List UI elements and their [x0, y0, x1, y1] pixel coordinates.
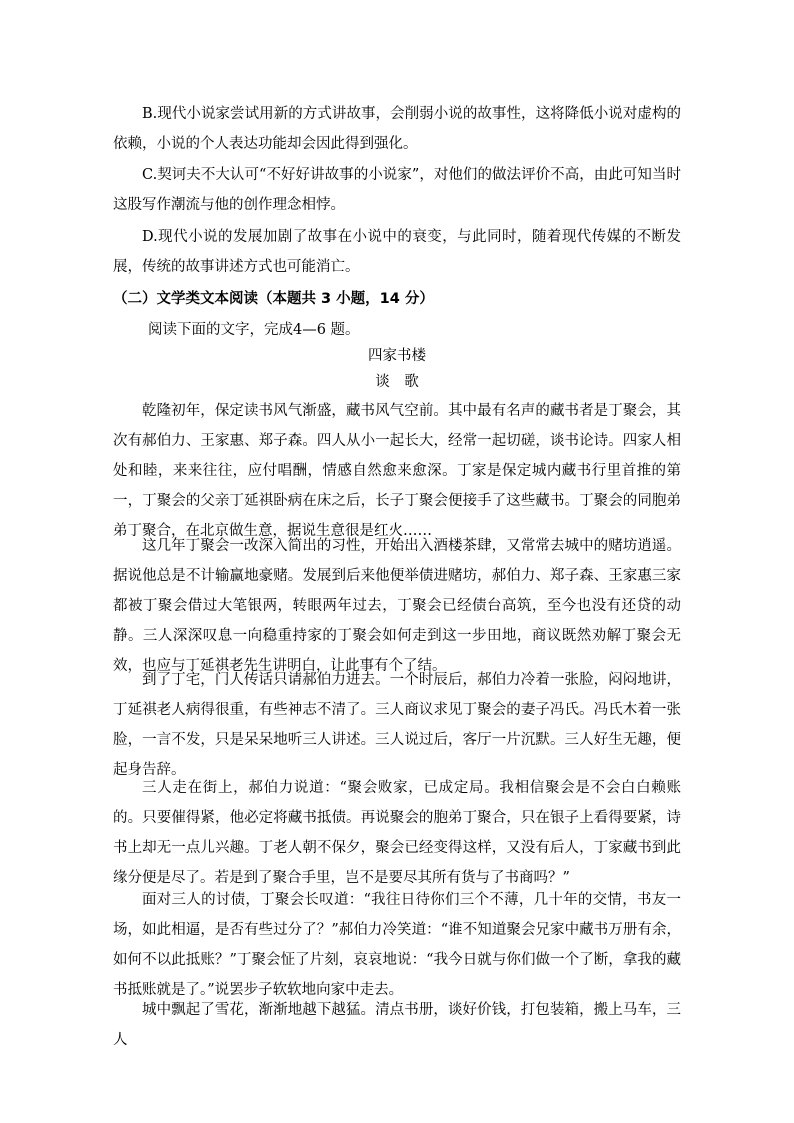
section-instruction: 阅读下面的文字，完成4—6 题。	[148, 322, 360, 338]
story-author: 谈 歌	[375, 374, 419, 390]
option-b: B.现代小说家尝试用新的方式讲故事，会削弱小说的故事性，这将降低小说对虚构的依赖，小说的个人表达功能却会因此得到强化。	[113, 106, 681, 152]
option-d: D.现代小说的发展加剧了故事在小说中的衰变，与此同时，随着现代传媒的不断发展，传统的故事讲述方式也可能消亡。	[113, 229, 681, 275]
story-paragraph: 面对三人的讨债，丁聚会长叹道：“我往日待你们三个不薄，几十年的交情，书友一场，如此相逼，是否有些过分了？”郝伯力冷笑道：“谁不知道聚会兄家中藏书万册有余，如何不以此抵账？”丁聚会怔了片刻，哀哀地说：“我今日就与你们做一个了断，拿我的藏书抵账就是了。”说罢步子软软地向家中走去。	[113, 892, 681, 998]
story-paragraph: 三人走在街上，郝伯力说道：“聚会败家，已成定局。我相信聚会是不会白白赖账的。只要催得紧，他必定将藏书抵债。再说聚会的胞弟丁聚合，只在银子上看得要紧，诗书上却无一点儿兴趣。丁老人朝不保夕，聚会已经变得这样，又没有后人，丁家藏书到此缘分便是尽了。若是到了聚合手里，岂不是要尽其所有货与了书商吗？”	[113, 780, 681, 886]
option-c: C.契诃夫不大认可“不好好讲故事的小说家”，对他们的做法评价不高，由此可知当时这股写作潮流与他的创作理念相悖。	[113, 167, 681, 213]
story-paragraph: 这几年丁聚会一改深入简出的习性，开始出入酒楼茶肆，又常常去城中的赌坊逍遥。据说他总是不计输赢地豪赌。发展到后来他便举债进赌坊，郝伯力、郑子森、王家惠三家都被丁聚会借过大笔银两，转眼两年过去，丁聚会已经债台高筑，至今也没有还贷的动静。三人深深叹息一向稳重持家的丁聚会如何走到这一步田地，商议既然劝解丁聚会无效，也应与丁延祺老先生讲明白，让此事有个了结。	[113, 538, 681, 674]
story-paragraph: 城中飘起了雪花，渐渐地越下越猛。清点书册，谈好价钱，打包装箱，搬上马车，三人	[113, 1002, 681, 1048]
story-paragraph: 乾隆初年，保定读书风气渐盛，藏书风气空前。其中最有名声的藏书者是丁聚会，其次有郝伯力、王家惠、郑子森。四人从小一起长大，经常一起切磋，谈书论诗。四家人相处和睦，来来往往，应付唱酬，情感自然愈来愈深。丁家是保定城内藏书行里首推的第一，丁聚会的父亲丁延祺卧病在床之后，长子丁聚会便接手了这些藏书。丁聚会的同胞弟弟丁聚合，在北京做生意，据说生意很是红火……	[113, 403, 681, 539]
story-title: 四家书楼	[368, 348, 426, 364]
story-paragraph: 到了丁宅，门人传话只请郝伯力进去。一个时辰后，郝伯力冷着一张脸，闷闷地讲，丁延祺老人病得很重，有些神志不清了。三人商议求见丁聚会的妻子冯氏。冯氏木着一张脸，一言不发，只是呆呆地听三人讲述。三人说过后，客厅一片沉默。三人好生无趣，便起身告辞。	[113, 672, 681, 778]
section-heading: （二）文学类文本阅读（本题共 3 小题，14 分）	[113, 291, 434, 307]
